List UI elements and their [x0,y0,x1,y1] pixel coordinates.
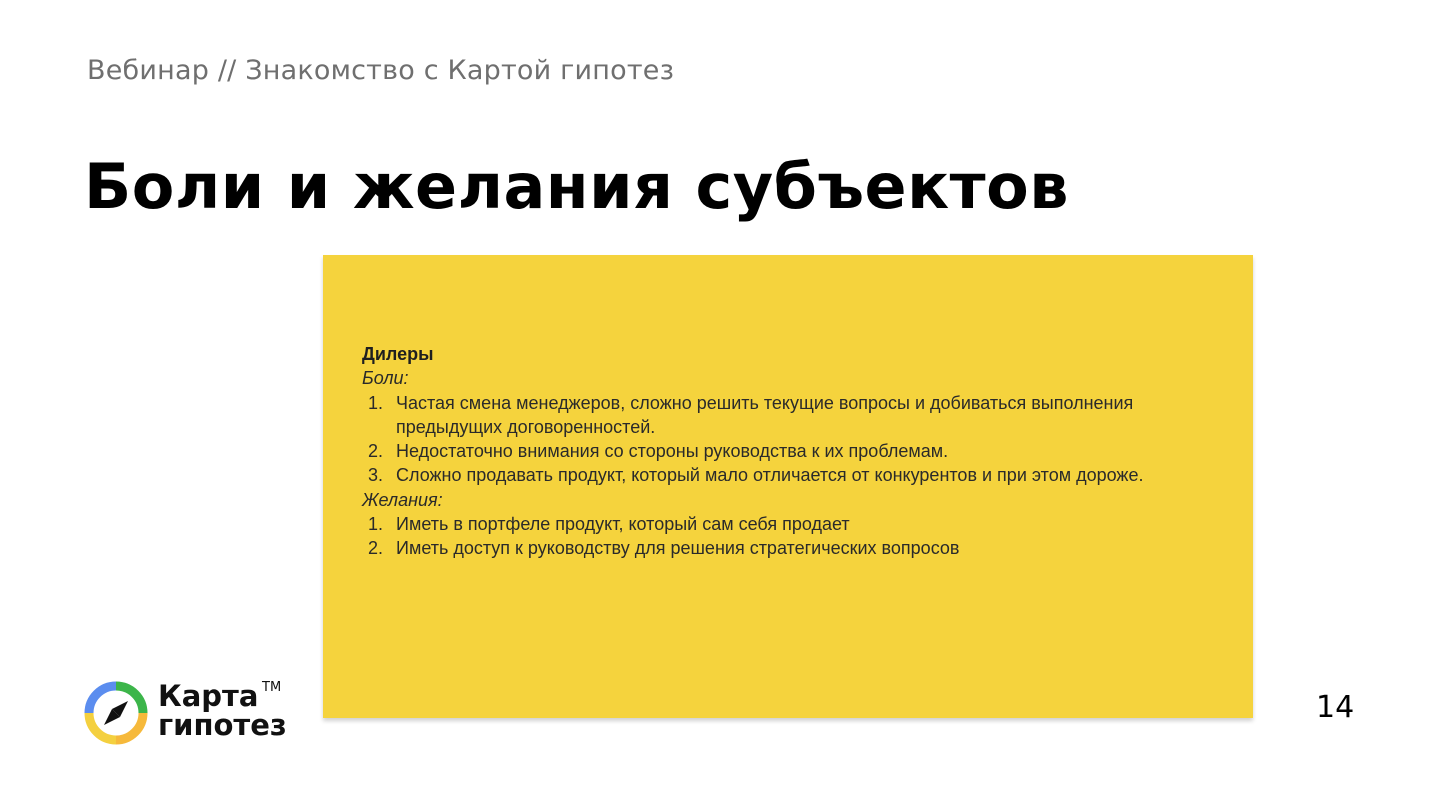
list-item-text: Иметь доступ к руководству для решения стратегических вопросов [396,538,960,559]
wishes-list [362,512,1232,561]
pains-list [362,391,1232,488]
pains-label: Боли: [362,368,409,389]
list-item-text: Частая смена менеджеров, сложно решить текущие вопросы и добиваться выполнения предыдущих договоренностей. [396,392,1134,437]
list-item [362,439,1232,463]
list-item [362,463,1232,487]
list-item-number: 1. [368,392,384,413]
list-item-number: 2. [368,538,384,559]
logo-line-1: Карта [158,679,259,713]
compass-logo-icon [84,681,148,745]
list-item-text: Недостаточно внимания со стороны руководства к их проблемам. [396,441,949,462]
group-title: Дилеры [362,344,434,364]
list-item-text: Иметь в портфеле продукт, который сам себя продает [396,514,850,535]
sticky-note [323,255,1253,718]
webinar-subtitle: Вебинар // Знакомство с Картой гипотез [87,55,675,86]
list-item-text: Сложно продавать продукт, который мало отличается от конкурентов и при этом дороже. [396,465,1144,486]
page-number: 14 [1316,690,1355,725]
list-item-number: 1. [368,514,384,535]
sticky-note-content [362,342,1232,561]
list-item [362,512,1232,536]
wishes-label: Желания: [362,489,443,510]
list-item [362,391,1232,440]
list-item-number: 3. [368,465,384,486]
list-item [362,536,1232,560]
list-item-number: 2. [368,441,384,462]
logo-line-2: гипотез [158,708,287,742]
logo [84,680,314,746]
slide-title: Боли и желания субъектов [84,150,1069,223]
trademark-mark: TM [262,680,282,695]
